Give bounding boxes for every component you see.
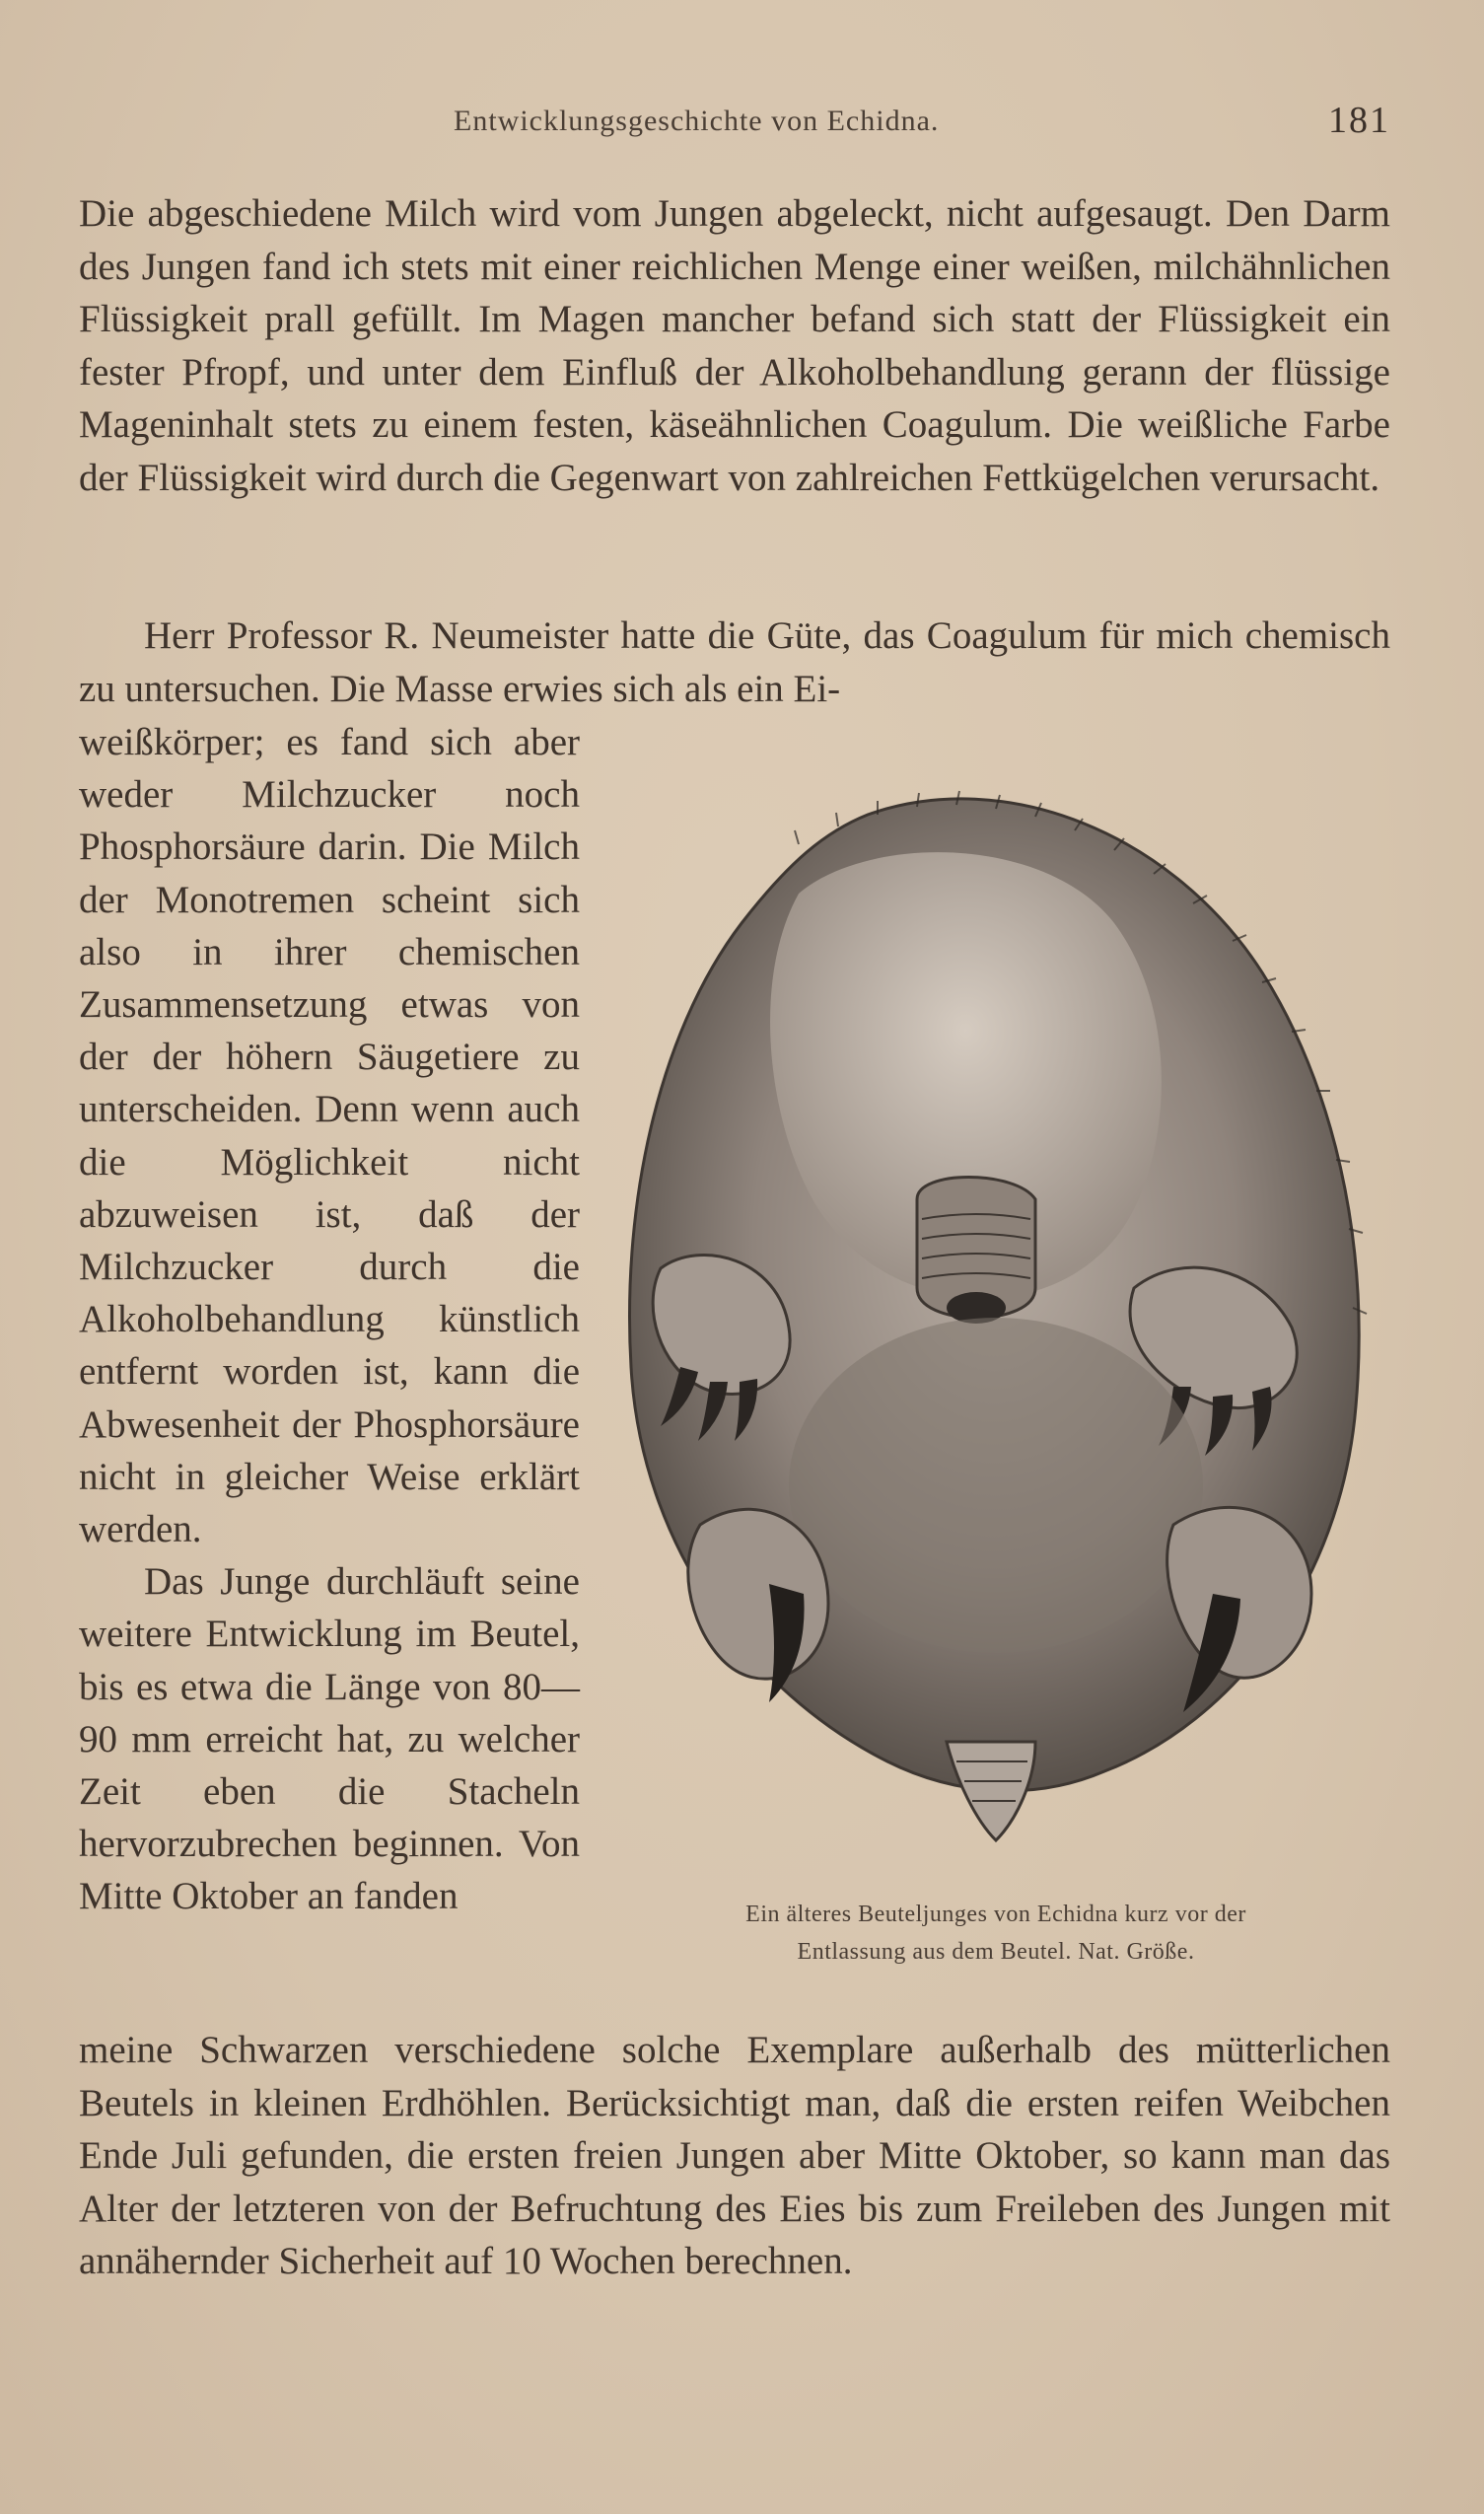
echidna-young-drawing: [621, 775, 1371, 1880]
paragraph-development-continued: [79, 2024, 1390, 2288]
paragraph-development: Das Junge durchläuft seine weitere Entwicklung im Beutel, bis es etwa die Länge von 80—90 mm erreicht hat, zu welcher Zeit eben die Stacheln hervorzubrechen beginnen. Von Mitte Oktober an fanden: [79, 1560, 580, 1918]
figure-caption: [641, 1896, 1351, 1971]
echidna-illustration: [621, 775, 1371, 1880]
paragraph-coagulum-intro: [79, 610, 1390, 715]
page-header: [79, 99, 1390, 148]
caption-line: Ein älteres Beuteljunges von Echidna kurz vor der: [745, 1902, 1246, 1927]
running-head: Entwicklungsgeschichte von Echidna.: [454, 105, 940, 137]
caption-line: Entlassung aus dem Beutel. Nat. Größe.: [797, 1939, 1195, 1965]
paragraph-text: meine Schwarzen verschiedene solche Exemplare außerhalb des mütterlichen Beutels in kleinen Erdhöhlen. Berücksichtigt man, daß die ersten reifen Weibchen Ende Juli gefunden, die ersten freien Jungen aber Mitte Oktober, so kann man das Alter der letzteren von der Befruchtung des Eies bis zum Freileben des Jungen mit annähernder Sicherheit auf 10 Wochen berechnen.: [79, 2029, 1390, 2283]
paragraph-text: Die abgeschiedene Milch wird vom Jungen abgeleckt, nicht aufgesaugt. Den Darm des Jungen fand ich stets mit einer reichlichen Menge einer weißen, milchähnlichen Flüssigkeit prall gefüllt. Im Magen mancher befand sich statt der Flüssigkeit ein fester Pfropf, und unter dem Einfluß der Alkoholbehandlung gerann der flüssige Mageninhalt stets zu einem festen, käseähnlichen Coagulum. Die weißliche Farbe der Flüssigkeit wird durch die Gegenwart von zahlreichen Fettkügelchen verursacht.: [79, 192, 1390, 499]
paragraph-coagulum-analysis: weißkörper; es fand sich aber weder Milchzucker noch Phosphorsäure darin. Die Milch der Monotremen scheint sich also in ihrer chemischen Zusammensetzung etwas von der der höhern Säugetiere zu unterscheiden. Denn wenn auch die Möglichkeit nicht abzuweisen ist, daß der Milchzucker durch die Alkoholbehandlung künstlich entfernt worden ist, kann die Abwesenheit der Phosphorsäure nicht in gleicher Weise erklärt werden.: [79, 721, 580, 1551]
page-number: 181: [1328, 100, 1390, 141]
paragraph-milk: [79, 187, 1390, 505]
paragraph-text: Herr Professor R. Neumeister hatte die Güte, das Coagulum für mich chemisch zu untersuchen. Die Masse erwies sich als ein Ei-: [79, 614, 1390, 710]
narrow-column: [79, 716, 580, 1923]
